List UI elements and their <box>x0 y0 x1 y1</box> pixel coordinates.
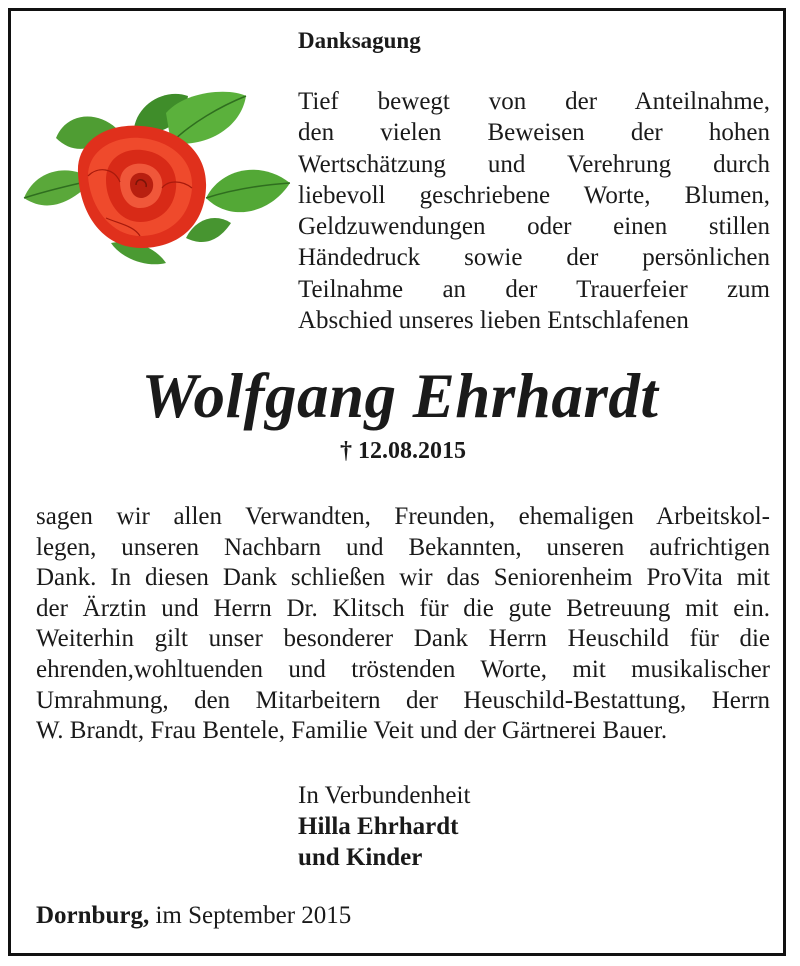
signer-name: Hilla Ehrhardt <box>298 813 459 840</box>
body-line: Weiterhin gilt unser besonderer Dank Herrn Heuschild für die <box>36 625 770 653</box>
place-date-line <box>36 902 351 930</box>
intro-line: Abschied unseres lieben Entschlafenen <box>298 307 689 335</box>
closing-block <box>298 780 470 873</box>
body-line: ehrenden,wohltuenden und tröstenden Worte, mit musikalischer <box>36 655 770 683</box>
intro-line: Tief bewegt von der Anteilnahme, <box>298 88 770 115</box>
intro-line: Händedruck sowie der persönlichen <box>298 244 770 272</box>
intro-line: den vielen Beweisen der hohen <box>298 119 770 147</box>
body-line: legen, unseren Nachbarn und Bekannten, unseren aufrichtigen <box>36 533 770 561</box>
intro-text <box>298 86 770 336</box>
body-line: W. Brandt, Frau Bentele, Familie Veit und der Gärtnerei Bauer. <box>36 717 668 745</box>
signer-family: und Kinder <box>298 844 423 871</box>
closing-greeting: In Verbundenheit <box>298 782 471 809</box>
body-text <box>36 502 770 747</box>
deceased-name: Wolfgang Ehrhardt <box>141 361 659 431</box>
intro-line: Teilnahme an der Trauerfeier zum <box>298 275 770 303</box>
date-text: im September 2015 <box>155 902 352 929</box>
notice-title: Danksagung <box>298 28 421 53</box>
death-date: † 12.08.2015 <box>340 438 466 464</box>
intro-line: liebevoll geschriebene Worte, Blumen, <box>298 181 770 209</box>
rose-image <box>16 88 292 274</box>
place-name: Dornburg, <box>36 902 150 929</box>
body-line: der Ärztin und Herrn Dr. Klitsch für die gute Betreuung mit ein. <box>36 594 770 622</box>
body-line: sagen wir allen Verwandten, Freunden, ehemaligen Arbeitskol- <box>36 503 770 530</box>
intro-line: Geldzuwendungen oder einen stillen <box>298 213 770 241</box>
body-line: Umrahmung, den Mitarbeitern der Heuschild-Bestattung, Herrn <box>36 686 770 714</box>
body-line: Dank. In diesen Dank schließen wir das Seniorenheim ProVita mit <box>36 564 770 592</box>
intro-line: Wertschätzung und Verehrung durch <box>298 150 770 178</box>
